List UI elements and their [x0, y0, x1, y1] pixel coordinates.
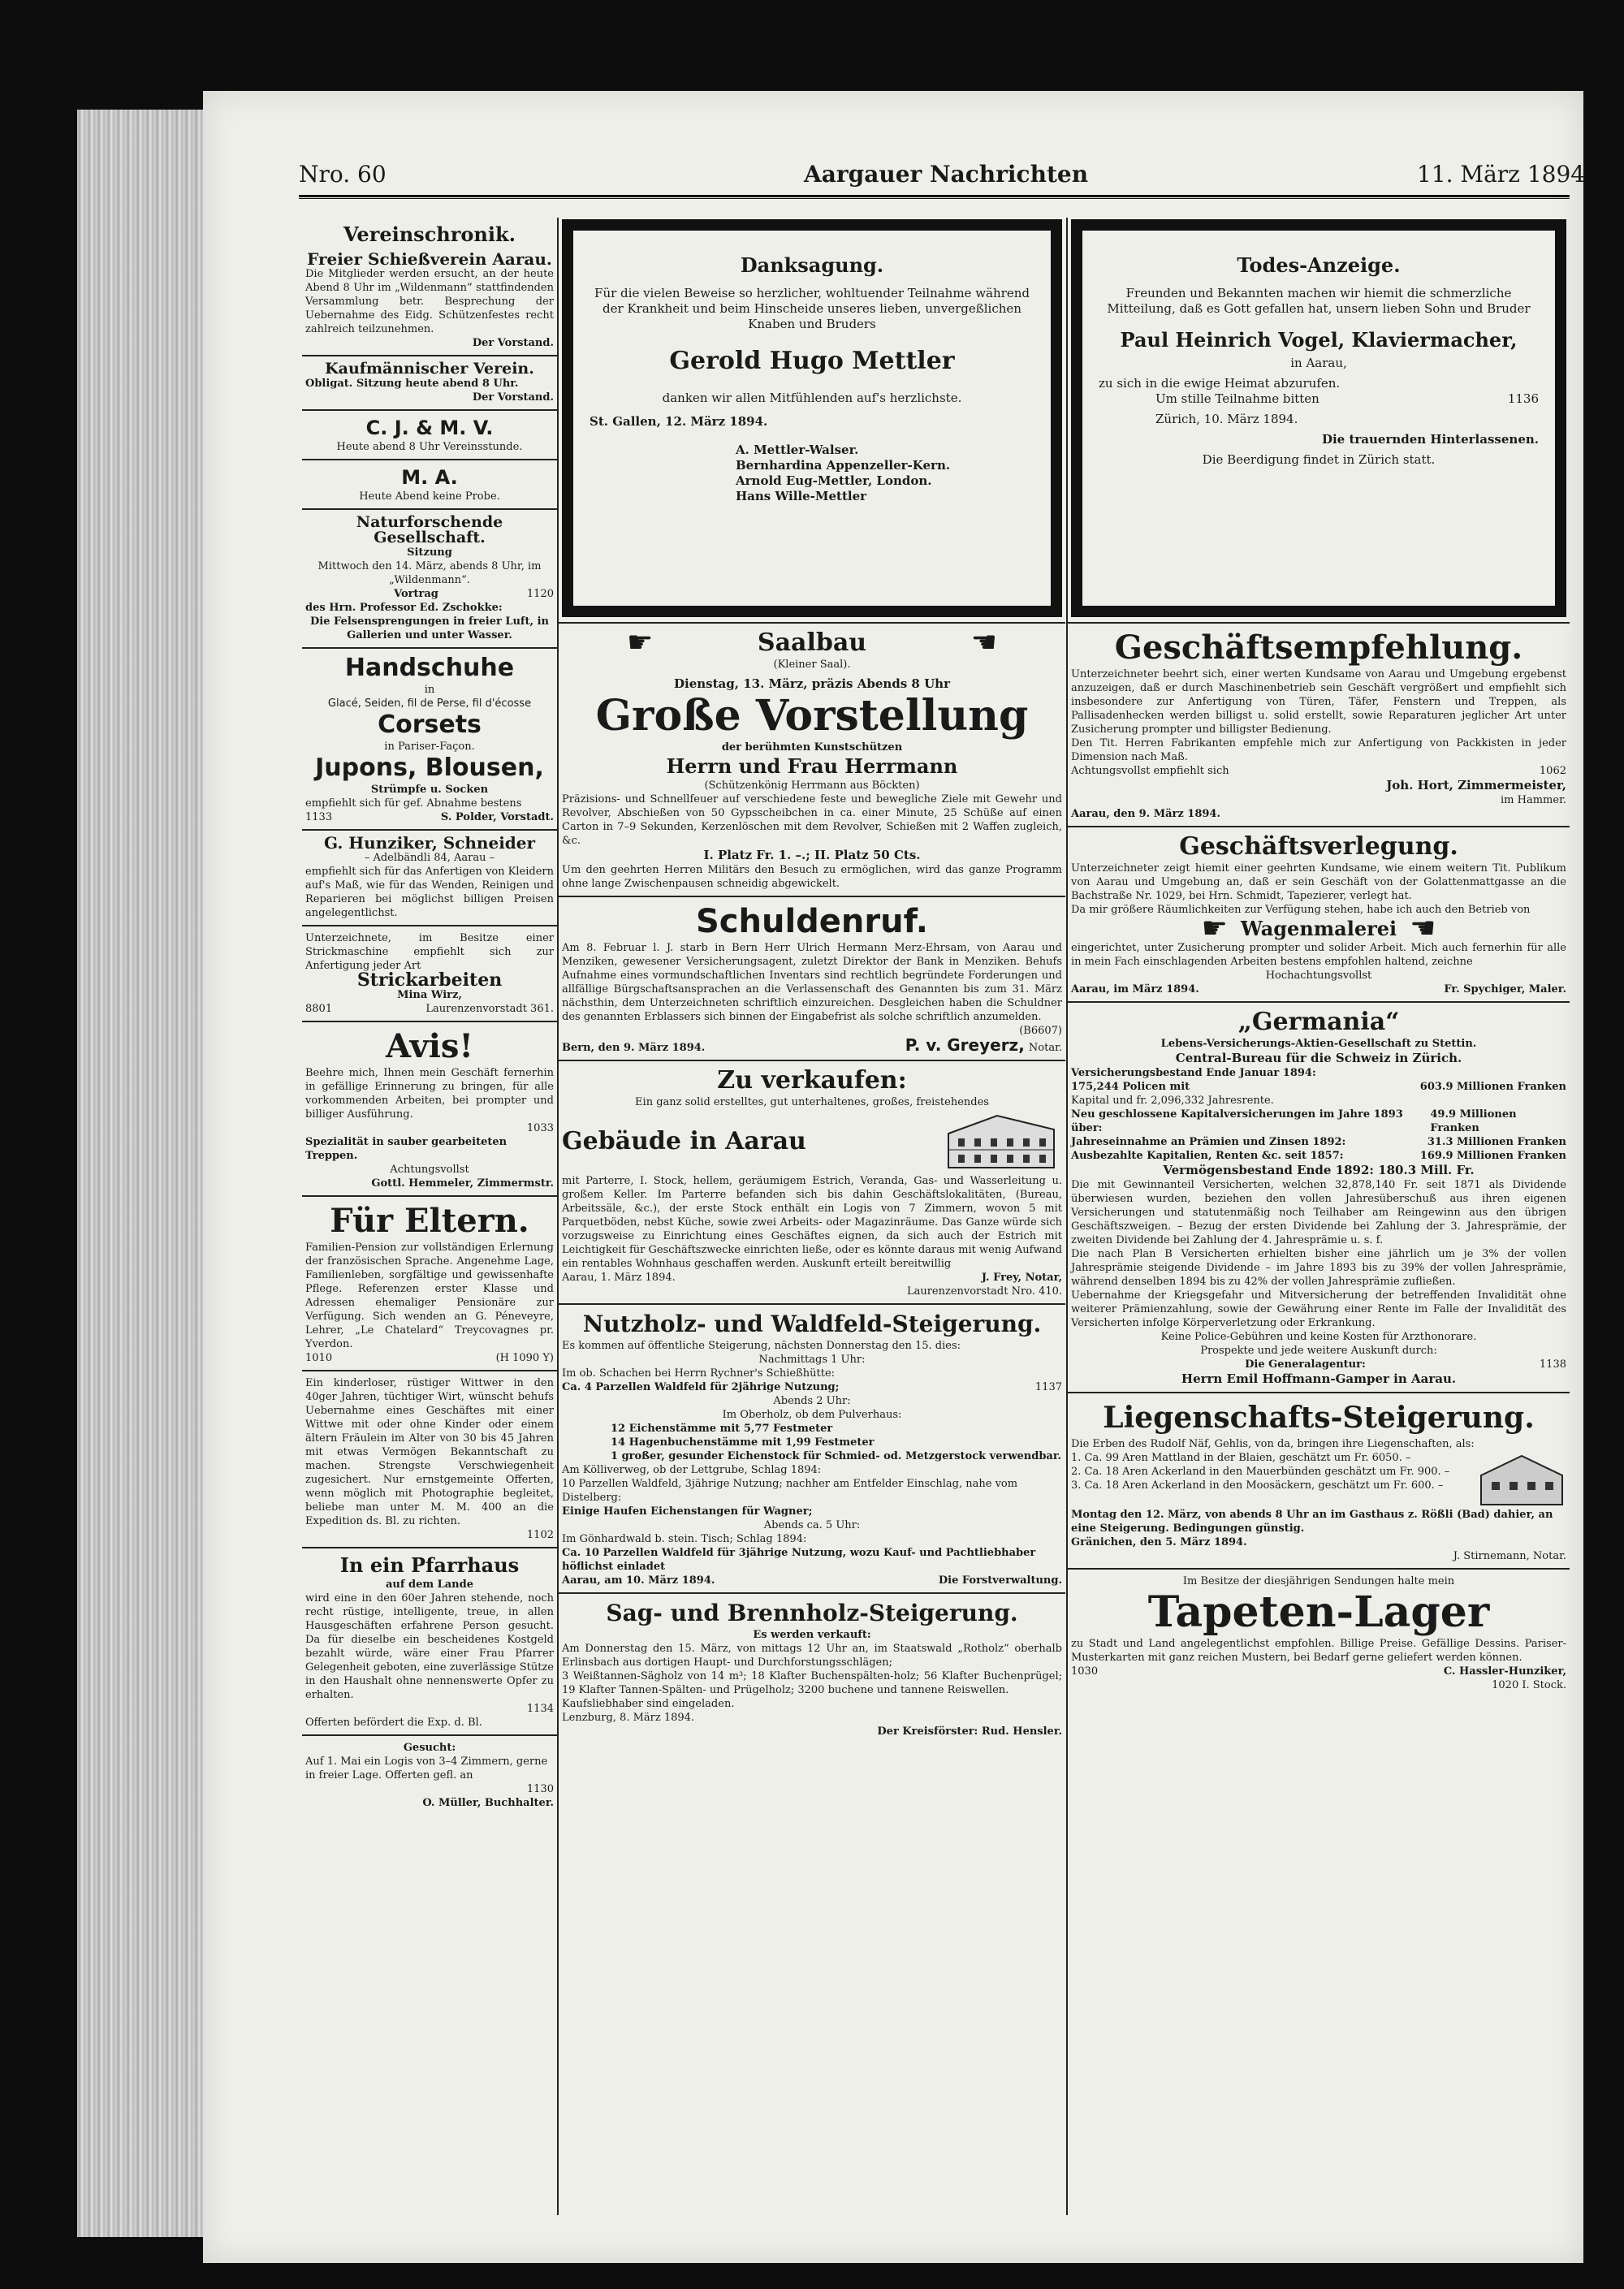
ad-text: in — [424, 684, 435, 696]
ad-code: (B6607) — [1019, 1025, 1062, 1037]
ad-place: Aarau, den 9. März 1894. — [1071, 808, 1220, 820]
ad-text: Für die vielen Beweise so herzlicher, wohltuender Teilnahme während der Krankheit und beim Hinscheide unseres lieben, unvergeßlichen Knaben und Bruders — [594, 286, 1030, 331]
ad-number: 8801 — [305, 1003, 333, 1015]
ad-title: M. A. — [401, 466, 458, 489]
ad-text: Am Kölliverweg, ob der Lettgrube, Schlag 1894: — [562, 1464, 822, 1476]
ad-value: 169.9 Millionen Franken — [1419, 1150, 1566, 1162]
ad-title: Liegenschafts-Steigerung. — [1103, 1401, 1535, 1435]
ad-text: des Hrn. Professor Ed. Zschokke: — [305, 602, 503, 614]
ad-text: Heute abend 8 Uhr Vereinsstunde. — [336, 441, 523, 453]
section-title: Vereinschronik. — [343, 222, 516, 246]
ad-text: in Aarau, — [1290, 356, 1347, 370]
ad-signature: Fr. Spychiger, Maler. — [1444, 983, 1566, 995]
ad-text: Die Felsensprengungen in freier Luft, in Gallerien und unter Wasser. — [310, 615, 549, 641]
ad-number: 1138 — [1539, 1358, 1566, 1371]
ad-title: Handschuhe — [344, 654, 515, 682]
ad-text: Achtungsvollst empfiehlt sich — [1071, 765, 1229, 777]
ad-signature-title: Notar. — [1028, 1042, 1062, 1054]
ad-text: Mittwoch den 14. März, abends 8 Uhr, im „Wildenmann“. — [317, 560, 542, 586]
ad-text: Montag den 12. März, von abends 8 Uhr an im Gasthaus z. Rößli (Bad) dahier, an eine Steigerung. Bedingungen günstig. — [1071, 1509, 1553, 1535]
signer-name: Arnold Eug-Mettler, London. — [736, 473, 932, 488]
ad-text: Im Oberholz, ob dem Pulverhaus: — [722, 1409, 902, 1421]
ad-signature: Der Kreisförster: Rud. Hensler. — [877, 1725, 1062, 1738]
pointing-hand-icon: ☚ — [1410, 912, 1436, 945]
ad-text: Die Mitglieder werden ersucht, an der heute Abend 8 Uhr im „Wildenmann“ stattfindenden Versammlung betr. Besprechung der Uebernahme des Eidg. Schützenfestes recht zahlreich teilzunehmen. — [305, 268, 554, 335]
ad-text: Um den geehrten Herren Militärs den Besuch zu ermöglichen, wird das ganze Programm ohne lange Zwischenpausen schneidig abgewickelt. — [562, 864, 1062, 890]
ad-title: „Germania“ — [1237, 1008, 1400, 1036]
ad-title: Saalbau — [757, 628, 867, 657]
ad-place: St. Gallen, 12. März 1894. — [590, 414, 768, 429]
ad-address: 1020 I. Stock. — [1492, 1679, 1566, 1691]
ad-title: Geschäftsverlegung. — [1179, 832, 1458, 861]
ad-text: Die nach Plan B Versicherten erhielten bisher eine jährlich um je 3% der vollen Jahresprämie steigende Dividende – im Jahre 1893 bis zu 39% der vollen Jahresprämie, während denselben 1894 bis zu 42% der vollen Jahresprämie zufließen. — [1071, 1248, 1566, 1288]
ad-signature: C. Hassler-Hunziker, — [1443, 1665, 1566, 1678]
ad-number: 1033 — [526, 1122, 554, 1134]
ad-title: Tapeten-Lager — [1147, 1587, 1490, 1637]
deceased-name: Paul Heinrich Vogel, Klaviermacher, — [1120, 328, 1518, 352]
ad-title: Freier Schießverein Aarau. — [307, 249, 552, 269]
house-illustration — [1477, 1451, 1566, 1508]
ad-number: 1137 — [1034, 1381, 1062, 1393]
ad-number: 1134 — [526, 1703, 554, 1715]
ad-text: Nachmittags 1 Uhr: — [758, 1354, 866, 1366]
ad-signature: Herrn Emil Hoffmann-Gamper in Aarau. — [1181, 1371, 1457, 1386]
column-1 — [302, 218, 557, 2215]
ad-place: Bern, den 9. März 1894. — [562, 1042, 706, 1054]
ad-subtitle: Central-Bureau für die Schweiz in Zürich. — [1175, 1051, 1462, 1065]
ad-text: Kapital und fr. 2,096,332 Jahresrente. — [1071, 1095, 1274, 1107]
ad-place: Aarau, im März 1894. — [1071, 983, 1199, 995]
ad-title: Zu verkaufen: — [717, 1066, 907, 1095]
ad-date: Dienstag, 13. März, präzis Abends 8 Uhr — [674, 676, 950, 691]
ad-text: Am Donnerstag den 15. März, von mittags 12 Uhr an, im Staatswald „Rotholz“ oberhalb Erlinsbach aus dortigen Haupt- und Durchforstungsschlägen; — [562, 1643, 1062, 1669]
ad-subtitle: Es werden verkauft: — [753, 1629, 871, 1641]
pointing-hand-icon: ☛ — [1201, 912, 1228, 945]
ad-text: Unterzeichneter beehrt sich, einer werten Kundsame von Aarau und Umgebung ergebenst anzuzeigen, daß er durch Maschinenbetrieb sein Geschäft vergrößert und empfiehlt sich insbesondere zur Anfertigung von Türen, Täfer, Fenstern und Treppen, als Pallisadenhecken werden billigst u. solid erstellt, sowie Reparaturen jeglicher Art unter Zusicherung prompter und billigster Bedienung. — [1071, 668, 1566, 736]
ad-title: Corsets — [378, 710, 482, 739]
deceased-name: Gerold Hugo Mettler — [669, 347, 955, 375]
ad-title: Avis! — [386, 1027, 473, 1065]
ad-text: Am 8. Februar l. J. starb in Bern Herr Ulrich Hermann Merz-Ehrsam, von Aarau und Menziken, gewesener Versicherungsagent, zuletzt Direktor der Bank in Menziken. Behufs Aufnahme eines vormundschaftlichen Inventars sind rechtlich begründete Forderungen und allfällige Bürgschaftsansprachen an die Verlassenschaft des Genannten bis zum 31. März nächsthin, dem Unterzeichneten schriftlich einzureichen. Desgleichen haben die Schuldner des genannten Erblassers sich binnen der Eingabefrist als solche schriftlich anzumelden. — [562, 942, 1062, 1023]
ad-text: Familien-Pension zur vollständigen Erlernung der französischen Sprache. Angenehme Lage, Familienleben, sorgfältige und gewissenhafte Pflege. Referenzen erster Klasse und Adressen ehemaliger Pensionäre zur Verfügung. Sich wenden an G. Péneveyre, Lehrer, „Le Chatelard“ Treycovagnes pr. Yverdon. — [305, 1242, 554, 1350]
ad-text: Freunden und Bekannten machen wir hiemit die schmerzliche Mitteilung, daß es Gott gefallen hat, unsern lieben Sohn und Bruder — [1107, 286, 1531, 316]
ad-text: Offerten befördert die Exp. d. Bl. — [305, 1717, 482, 1729]
list-item: 1. Ca. 99 Aren Mattland in der Blaien, geschätzt um Fr. 6050. – — [1071, 1452, 1411, 1464]
ad-text: Da mir größere Räumlichkeiten zur Verfügung stehen, habe ich auch den Betrieb von — [1071, 904, 1531, 916]
ad-text: danken wir allen Mitfühlenden auf's herzlichste. — [662, 391, 962, 405]
ad-text: Die Erben des Rudolf Näf, Gehlis, von da, bringen ihre Liegenschaften, als: — [1071, 1438, 1475, 1450]
ad-text: Unterzeichnete, im Besitze einer Strickmaschine empfiehlt sich zur Anfertigung jeder Art — [305, 932, 554, 972]
ad-text: Den Tit. Herren Fabrikanten empfehle mich zur Anfertigung von Packkisten in jeder Dimension nach Maß. — [1071, 737, 1566, 763]
ad-text: Hochachtungsvollst — [1265, 970, 1372, 982]
ad-text: Ausbezahlte Kapitalien, Renten &c. seit 1857: — [1071, 1150, 1344, 1162]
ad-title: G. Hunziker, Schneider — [323, 833, 536, 853]
ad-subtitle: auf dem Lande — [385, 1579, 473, 1591]
house-illustration — [940, 1109, 1062, 1174]
ad-signature: Der Vorstand. — [472, 391, 554, 404]
ad-signature: Gottl. Hemmeler, Zimmermstr. — [371, 1177, 554, 1190]
ad-text: Abends 2 Uhr: — [773, 1395, 851, 1407]
ad-text: Heute Abend keine Probe. — [359, 490, 500, 503]
ad-text: 12 Eichenstämme mit 5,77 Festmeter — [611, 1423, 833, 1435]
ad-prices: I. Platz Fr. 1. –.; II. Platz 50 Cts. — [703, 848, 921, 862]
ad-text: Ein ganz solid erstelltes, gut unterhaltenes, großes, freistehendes — [635, 1096, 989, 1108]
ad-text: Achtungsvollst — [390, 1164, 469, 1176]
ad-text: Obligat. Sitzung heute abend 8 Uhr. — [305, 378, 519, 390]
ad-place: Aarau, 1. März 1894. — [562, 1272, 676, 1284]
newspaper-title: Aargauer Nachrichten — [804, 161, 1089, 188]
ad-text: Kaufsliebhaber sind eingeladen. — [562, 1698, 735, 1710]
ad-number: 1102 — [526, 1529, 554, 1541]
ad-subtitle: Sitzung — [407, 546, 452, 559]
ad-value: 49.9 Millionen Franken — [1430, 1108, 1517, 1134]
ad-title: In ein Pfarrhaus — [339, 1553, 520, 1577]
ad-title: Naturforschende Gesellschaft. — [356, 513, 503, 546]
ad-text: eingerichtet, unter Zusicherung prompter und solider Arbeit. Mich auch fernerhin für alle in mein Fach einschlagenden Arbeiten bestens empfohlen haltend, zeichne — [1071, 942, 1566, 968]
ad-text: zu Stadt und Land angelegentlichst empfohlen. Billige Preise. Gefällige Dessins. Pariser-Musterkarten mit ganz reichen Mustern, bei Bedarf gerne geliefert werden können. — [1071, 1638, 1566, 1664]
ad-number: 1120 — [526, 588, 554, 600]
ad-subtitle: (Kleiner Saal). — [773, 659, 851, 671]
ad-title: C. J. & M. V. — [365, 417, 494, 439]
issue-date: 11. März 1894 — [1417, 161, 1586, 188]
ad-text: empfiehlt sich für gef. Abnahme bestens — [305, 797, 522, 810]
ad-text: Spezialität in sauber gearbeiteten Treppen. — [305, 1136, 508, 1162]
ad-text: der berühmten Kunstschützen — [721, 741, 903, 754]
ad-number: 1136 — [1507, 391, 1539, 406]
signer-name: Hans Wille-Mettler — [736, 489, 867, 503]
ad-signature: Die trauernden Hinterlassenen. — [1321, 432, 1539, 447]
ad-text: Ca. 10 Parzellen Waldfeld für 3jährige Nutzung, wozu Kauf- und Pachtliebhaber höflichst einladet — [562, 1547, 1036, 1573]
ad-address: Laurenzenvorstadt Nro. 410. — [906, 1285, 1062, 1298]
ad-signature: Der Vorstand. — [472, 337, 554, 349]
ad-title: Für Eltern. — [330, 1202, 529, 1240]
ad-text: Die mit Gewinnanteil Versicherten, welchen 32,878,140 Fr. seit 1871 als Dividende überwiesen wurden, beziehen den vollen Jahresüberschuß aus ihren eigenen Versicherungen und statutenmäßig noch Teilhaber am Reingewinn aus den übrigen Geschäftszweigen. – Bezug der ersten Dividende bei Zahlung der 3. Jahresprämie, der zweiten Dividende bei Zahlung der 4. Jahresprämie u. s. f. — [1071, 1179, 1566, 1246]
ad-address: Laurenzenvorstadt 361. — [425, 1003, 554, 1015]
ad-place: Zürich, 10. März 1894. — [1155, 412, 1298, 426]
ad-text: Beehre mich, Ihnen mein Geschäft fernerhin in gefällige Erinnerung zu bringen, für alle vorkommenden Arbeiten, bei prompter und billiger Ausführung. — [305, 1067, 554, 1121]
ad-signature: J. Stirnemann, Notar. — [1453, 1550, 1566, 1562]
ad-title: Strickarbeiten — [356, 970, 503, 991]
ad-text: Neu geschlossene Kapitalversicherungen im Jahre 1893 über: — [1071, 1108, 1403, 1134]
ad-text: Die Generalagentur: — [1245, 1358, 1366, 1371]
performer-names: Herrn und Frau Herrmann — [666, 754, 958, 778]
ad-signature: P. v. Greyerz, — [905, 1035, 1025, 1055]
ad-number: 1010 — [305, 1352, 333, 1364]
ad-signature: Mina Wirz, — [397, 989, 462, 1001]
ad-text: Ca. 4 Parzellen Waldfeld für 2jährige Nutzung; — [562, 1381, 840, 1393]
ad-headline: Wagenmalerei — [1240, 917, 1397, 940]
ad-text: Einige Haufen Eichenstangen für Wagner; — [562, 1505, 813, 1518]
pointing-hand-icon: ☚ — [970, 626, 997, 659]
ad-text: Um stille Teilnahme bitten — [1155, 391, 1320, 406]
ad-text: wird eine in den 60er Jahren stehende, noch recht rüstige, intelligente, treue, in allen Hausgeschäften erfahrene Person gesucht. Da für dieselbe ein bescheidenes Kostgeld bezahlt würde, wäre einer Frau Pfarrer Gelegenheit geboten, eine zuverlässige Stütze in den Haushalt ohne nennenswerte Opfer zu erhalten. — [305, 1592, 554, 1701]
ad-text: Jahreseinnahme an Prämien und Zinsen 1892: — [1071, 1136, 1346, 1148]
ad-text: 175,244 Policen mit — [1071, 1081, 1190, 1093]
ad-number: 1062 — [1539, 765, 1566, 777]
ad-place: Gränichen, den 5. März 1894. — [1071, 1536, 1247, 1548]
ad-text: Im Gönhardwald b. stein. Tisch; Schlag 1894: — [562, 1533, 807, 1545]
column-3 — [1068, 218, 1570, 2215]
ad-text: 3 Weißtannen-Sägholz von 14 m³; 18 Klafter Buchenspälten-holz; 56 Klafter Buchenprügel; 19 Klafter Tannen-Spälten- und Prügelholz; 3200 buchene und tannene Reiswellen. — [562, 1670, 1062, 1696]
ad-text: Im Besitze der diesjährigen Sendungen halte mein — [1182, 1575, 1455, 1587]
ad-headline: Große Vorstellung — [595, 691, 1029, 741]
ad-text: 14 Hagenbuchenstämme mit 1,99 Festmeter — [611, 1436, 875, 1449]
ad-title: Todes-Anzeige. — [1237, 253, 1401, 277]
ad-headline: Gebäude in Aarau — [562, 1127, 806, 1155]
ad-text: Ein kinderloser, rüstiger Wittwer in den 40ger Jahren, tüchtiger Wirt, wünscht behufs Uebernahme eines Geschäftes mit einer Wittwe mit oder ohne Kinder oder einem ältern Fräulein im Alter von 30 bis 45 Jahren mit etwas Vermögen Bekanntschaft zu machen. Strengste Verschwiegenheit zugesichert. Nur ernstgemeinte Offerten, wenn möglich mit Photographie begleitet, beliebe man unter M. M. 400 an die Expedition ds. Bl. zu richten. — [305, 1377, 554, 1527]
ad-text: Keine Police-Gebühren und keine Kosten für Arzthonorare. — [1160, 1331, 1477, 1343]
ad-subtitle: Lebens-Versicherungs-Aktien-Gesellschaft zu Stettin. — [1160, 1038, 1477, 1050]
ad-title: Schuldenruf. — [695, 903, 929, 940]
ad-title: Danksagung. — [740, 253, 884, 277]
ad-text: Versicherungsbestand Ende Januar 1894: — [1071, 1067, 1316, 1079]
pointing-hand-icon: ☛ — [627, 626, 654, 659]
ad-title: Sag- und Brennholz-Steigerung. — [606, 1600, 1018, 1626]
ad-title: Geschäftsempfehlung. — [1114, 628, 1523, 667]
ad-number: 1030 — [1071, 1665, 1099, 1678]
ad-place: Lenzburg, 8. März 1894. — [562, 1712, 695, 1724]
ad-text: in Pariser-Façon. — [384, 741, 475, 753]
ad-text: Im ob. Schachen bei Herrn Rychner's Schießhütte: — [562, 1367, 836, 1380]
ad-text: – Adelbändli 84, Aarau – — [364, 852, 495, 864]
column-2 — [559, 218, 1065, 2215]
ad-text: Uebernahme der Kriegsgefahr und Mitversicherung der betreffenden Invalidität ohne weiterer Prämienzahlung, sowie der Gewährung einer Rente im Falle der Invalidität des Versicherten infolge Körperverletzung oder Erkrankung. — [1071, 1289, 1566, 1329]
ad-title: Gesucht: — [403, 1742, 456, 1754]
ad-text: Strümpfe u. Socken — [370, 784, 489, 796]
ad-number: 1133 — [305, 811, 333, 823]
ad-text: mit Parterre, I. Stock, hellem, geräumigem Estrich, Veranda, Gas- und Wasserleitung u. großem Keller. Im Parterre befanden sich bis dahin Geschäftslokalitäten, (Bureau, Arbeitssäle, &c.), der erste Stock enthält ein Logis von 7 Zimmern, wovon 5 mit Parquetböden, nebst Küche, sowie zwei Arbeits- oder Magazinräume. Das Ganze würde sich vorzugsweise zu Einrichtung eines Geschäftes eignen, da sich auch der Estrich mit Leichtigkeit für Geschäftszwecke einrichten ließe, oder es könnte daraus mit wenig Aufwand ein rentables Wohnhaus geschaffen werden. Auskunft erteilt bereitwillig — [562, 1175, 1062, 1270]
signer-name: Bernhardina Appenzeller-Kern. — [736, 458, 951, 473]
ad-value: 603.9 Millionen Franken — [1419, 1081, 1566, 1093]
ad-text: Präzisions- und Schnellfeuer auf verschiedene feste und bewegliche Ziele mit Gewehr und Revolver, Abschießen von 50 Gypsscheibchen in ca. einer Minute, 25 Schüße auf einen Carton in 7–9 Sekunden, Kerzenlöschen mit dem Revolver, Schießen mit 2 Waffen zugleich, &c. — [562, 793, 1062, 847]
ad-text: Prospekte und jede weitere Auskunft durch: — [1200, 1345, 1437, 1357]
ad-text: Es kommen auf öffentliche Steigerung, nächsten Donnerstag den 15. dies: — [562, 1340, 961, 1352]
ad-text: empfiehlt sich für das Anfertigen von Kleidern auf's Maß, wie für das Wenden, Reinigen und Reparieren bei möglichst billigen Preisen angelegentlichst. — [305, 866, 554, 919]
ad-text: Unterzeichneter zeigt hiemit einer geehrten Kundsame, wie einem weitern Tit. Publikum von Aarau und Umgebung an, daß er sein Geschäft von der Golattenmattgasse an die Bachstraße Nr. 1029, bei Hrn. Schmidt, Tapezierer, verlegt hat. — [1071, 862, 1566, 902]
ad-subtitle: (Schützenkönig Herrmann aus Böckten) — [704, 780, 920, 792]
ad-headline: Vermögensbestand Ende 1892: 180.3 Mill. Fr. — [1163, 1163, 1475, 1177]
ad-signature: S. Polder, Vorstadt. — [440, 811, 554, 823]
header-rule — [299, 195, 1570, 199]
ad-title: Kaufmännischer Verein. — [325, 360, 534, 378]
ad-number: 1130 — [526, 1783, 554, 1795]
ad-text: 10 Parzellen Waldfeld, 3jährige Nutzung; nachher am Entfelder Einschlag, nahe vom Distelberg: — [562, 1478, 1018, 1504]
ad-code: (H 1090 Y) — [495, 1352, 554, 1364]
ad-signature: Joh. Hort, Zimmermeister, — [1386, 778, 1566, 793]
ad-title: Jupons, Blousen, — [315, 754, 544, 782]
list-item: 2. Ca. 18 Aren Ackerland in den Mauerbünden geschätzt um Fr. 900. – — [1071, 1466, 1450, 1478]
ad-signature: O. Müller, Buchhalter. — [422, 1797, 554, 1809]
ad-title: Nutzholz- und Waldfeld-Steigerung. — [582, 1311, 1042, 1337]
ad-text: 1 großer, gesunder Eichenstock für Schmied- od. Metzgerstock verwendbar. — [611, 1450, 1062, 1462]
ad-value: 31.3 Millionen Franken — [1427, 1136, 1566, 1148]
list-item: 3. Ca. 18 Aren Ackerland in den Moosäckern, geschätzt um Fr. 600. – — [1071, 1479, 1444, 1492]
book-spine — [77, 110, 207, 2237]
signer-name: A. Mettler-Walser. — [736, 443, 859, 457]
ad-text: zu sich in die ewige Heimat abzurufen. — [1099, 376, 1341, 391]
ad-text: Glacé, Seiden, fil de Perse, fil d'écosse — [327, 697, 532, 710]
ad-text: Abends ca. 5 Uhr: — [763, 1519, 861, 1531]
ad-signature-title: im Hammer. — [1501, 794, 1566, 806]
issue-number: Nro. 60 — [299, 161, 387, 188]
ad-signature: Die Forstverwaltung. — [938, 1574, 1062, 1587]
ad-subtitle: Vortrag — [394, 588, 438, 600]
ad-text: Auf 1. Mai ein Logis von 3–4 Zimmern, gerne in freier Lage. Offerten gefl. an — [305, 1756, 548, 1782]
ad-place: Aarau, am 10. März 1894. — [562, 1574, 715, 1587]
ad-signature: J. Frey, Notar, — [981, 1272, 1062, 1284]
ad-text: Die Beerdigung findet in Zürich statt. — [1202, 452, 1436, 467]
